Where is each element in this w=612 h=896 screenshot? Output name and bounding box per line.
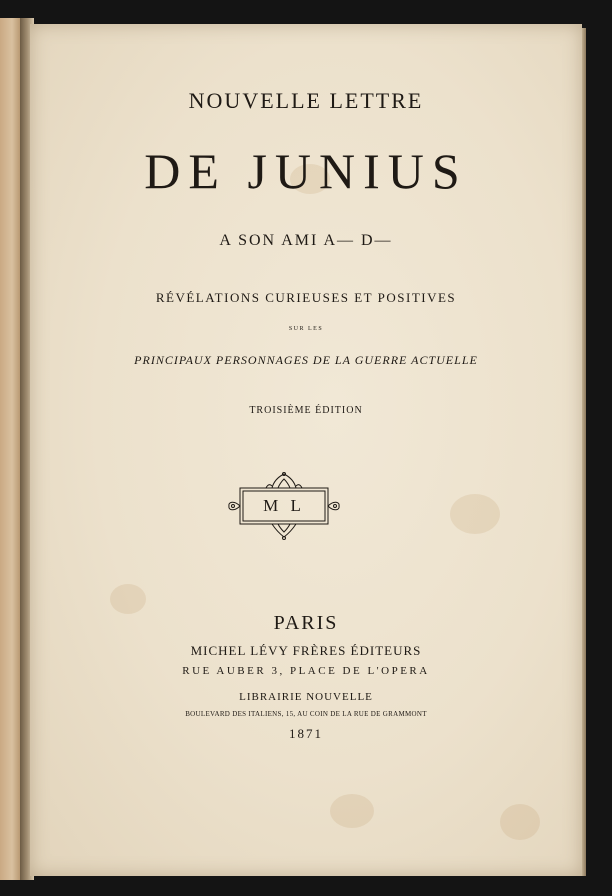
imprint-year: 1871	[289, 726, 323, 741]
imprint-city: PARIS	[273, 612, 339, 634]
imprint-publisher: MICHEL LÉVY FRÈRES ÉDITEURS	[190, 643, 422, 658]
imprint-address: RUE AUBER 3, PLACE DE L'OPERA	[182, 665, 430, 677]
title-page	[30, 24, 582, 876]
imprint-bookshop-address: BOULEVARD DES ITALIENS, 15, AU COIN DE LA RUE DE GRAMMONT	[185, 710, 427, 718]
title-line-nouvelle-lettre: NOUVELLE LETTRE	[188, 88, 424, 113]
publisher-monogram: M L	[263, 496, 305, 515]
subtitle-a-son-ami: A SON AMI A— D—	[219, 232, 393, 249]
imprint-bookshop: LIBRAIRIE NOUVELLE	[239, 691, 373, 703]
subtitle-principaux: PRINCIPAUX PERSONNAGES DE LA GUERRE ACTUELLE	[134, 353, 478, 367]
publisher-mark	[226, 470, 342, 542]
edition-label: TROISIÈME ÉDITION	[249, 405, 363, 416]
subtitle-sur-les: SUR LES	[288, 326, 324, 332]
book-spine-edge	[0, 18, 20, 880]
subtitle-revelations: RÉVÉLATIONS CURIEUSES ET POSITIVES	[155, 290, 457, 305]
main-title: DE JUNIUS	[144, 143, 468, 199]
